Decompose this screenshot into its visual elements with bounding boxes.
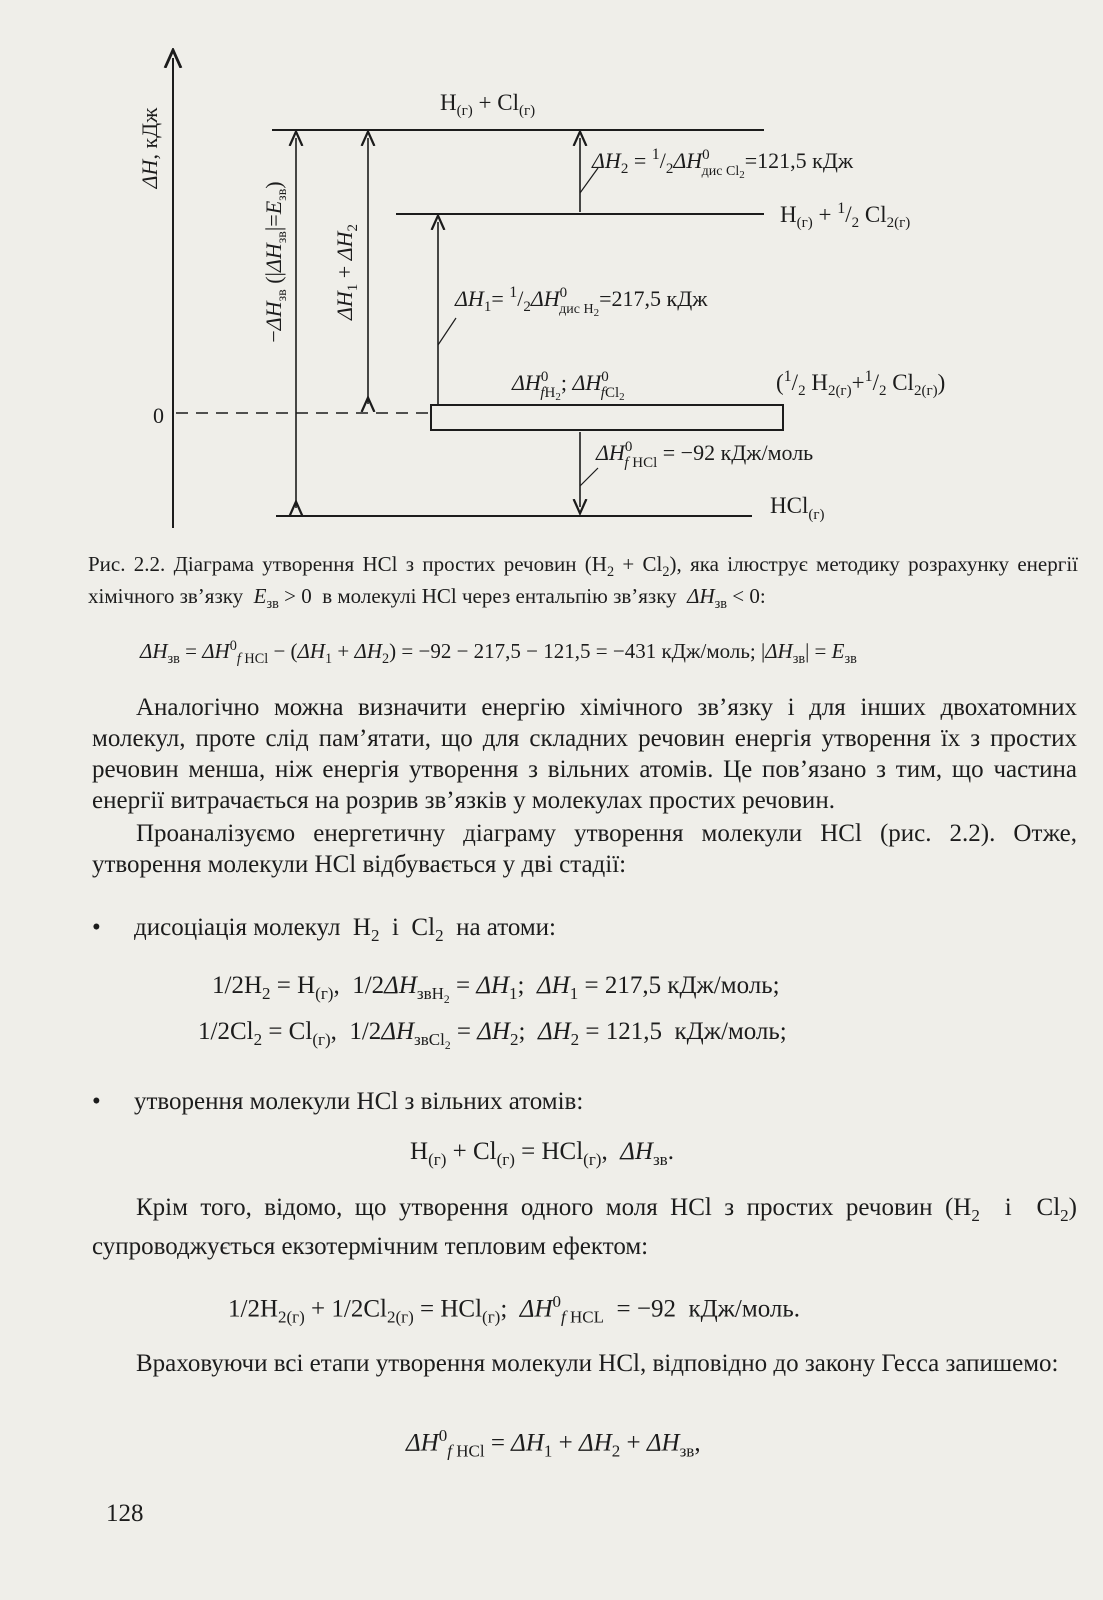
equation-4: $1/2H_{2(г)} + 1/2Cl_{2(г)} = HCl_{(г)}$; $\Delta H^0_{f HCL} = -92$ кДж/моль. xyxy=(228,1292,800,1327)
label-std: $\Delta H^0$ fH2; $\Delta H^0$ fCl2 xyxy=(512,369,625,403)
zero-label: 0 xyxy=(153,403,164,428)
level-base-label: ($^1/_2$ $H_{2(г)}+^1/_2$ $Cl_{2(г)}$) xyxy=(776,368,946,399)
equation-1: $1/2H_2 = H_{(г)}$, $1/2\Delta H_{звH_2} = \Delta H_1$; $\Delta H_1 = 217,5$ кДж/моль; xyxy=(212,972,780,1006)
figure-caption xyxy=(88,552,1078,616)
energy-diagram xyxy=(0,0,1103,548)
paragraph-2: Проаналізуємо енергетичну діаграму утворення молекули HCl (рис. 2.2). Отже, утворення молекули HCl відбувається у дві стадії: xyxy=(92,820,1077,878)
label-dhf-hcl: $\Delta H^0$ f HCl = −92 кДж/моль xyxy=(596,439,814,471)
label-dh2: $\Delta H_2 = ^1/_2\Delta H^0$ дис Cl2=121,5 кДж xyxy=(592,146,854,181)
level-base-rect xyxy=(431,405,783,430)
bullet-2: • утворення молекули HCl з вільних атомів: xyxy=(92,1088,584,1115)
y-axis-label: ΔH, кДж xyxy=(137,107,162,189)
caption-text: Рис. 2.2. Діаграма утворення HCl з простих речовин $(H_2 + Cl_2)$, яка ілюструє методику розрахунку енергії хімічного зв’язку $E_{зв} > 0$ в молекулі HCl через ентальпію зв’язку $\Delta H_{зв} < 0$: xyxy=(88,552,1078,612)
caption-formula: $\Delta H_{зв} = \Delta H^0_{f HCl} - (\Delta H_1 + \Delta H_2) = -92 - 217,5 - 121,5 = -431$ кДж/моль; $|\Delta H_{зв}| = E_{зв}$ xyxy=(140,638,857,667)
paragraph-4: Враховуючи всі етапи утворення молекули HCl, відповідно до закону Гесса запишемо: xyxy=(136,1350,1059,1377)
page-number: 128 xyxy=(106,1500,144,1527)
vertical-bond-label: $-\Delta H_{зв}$ $(|\Delta H_{зв}|=E_{зв})$ xyxy=(261,181,290,343)
equation-5: $\Delta H^0_{f HCl} = \Delta H_1 + \Delta H_2 + \Delta H_{зв}$, xyxy=(406,1426,701,1461)
leader-dhf-hcl xyxy=(580,468,598,486)
level-bottom-label: HCl$_{(г)}$ xyxy=(770,493,825,523)
level-mid-label: $H_{(г)} + ^1/_2$ $Cl_{2(г)}$ xyxy=(780,200,911,231)
equation-2: $1/2Cl_2 = Cl_{(г)}$, $1/2\Delta H_{звCl_2} = \Delta H_2$; $\Delta H_2 = 121,5$ кДж/моль; xyxy=(198,1018,787,1052)
bullet-1: • дисоціація молекул $H_2$ і $Cl_2$ на атоми: xyxy=(92,914,557,945)
label-dh1: $\Delta H_1= ^1/_2\Delta H^0$ дис H2=217,5 кДж xyxy=(455,284,708,319)
paragraph-3: Крім того, відомо, що утворення одного моля HCl з простих речовин ($H_2$ і $Cl_2$) супроводжується екзотермічним тепловим ефектом: xyxy=(92,1194,1077,1260)
paragraph-1: Аналогічно можна визначити енергію хімічного зв’язку і для інших двохатомних молекул, проте слід пам’ятати, що для складних речовин енергія утворення їх з простих речовин менша, ніж енергія утворення з вільних атомів. Це пов’язано з тим, що частина енергії витрачається на розрив зв’язків у молекулах простих речовин. xyxy=(92,694,1077,814)
vertical-sum-label: $\Delta H_1 + \Delta H_2$ xyxy=(332,223,361,321)
leader-dh1 xyxy=(438,318,456,345)
equation-3: $H_{(г)} + Cl_{(г)} = HCl_{(г)}$, $\Delta H_{зв}$. xyxy=(410,1138,674,1169)
level-top-label: $H_{(г)} + Cl_{(г)}$ xyxy=(440,90,536,119)
